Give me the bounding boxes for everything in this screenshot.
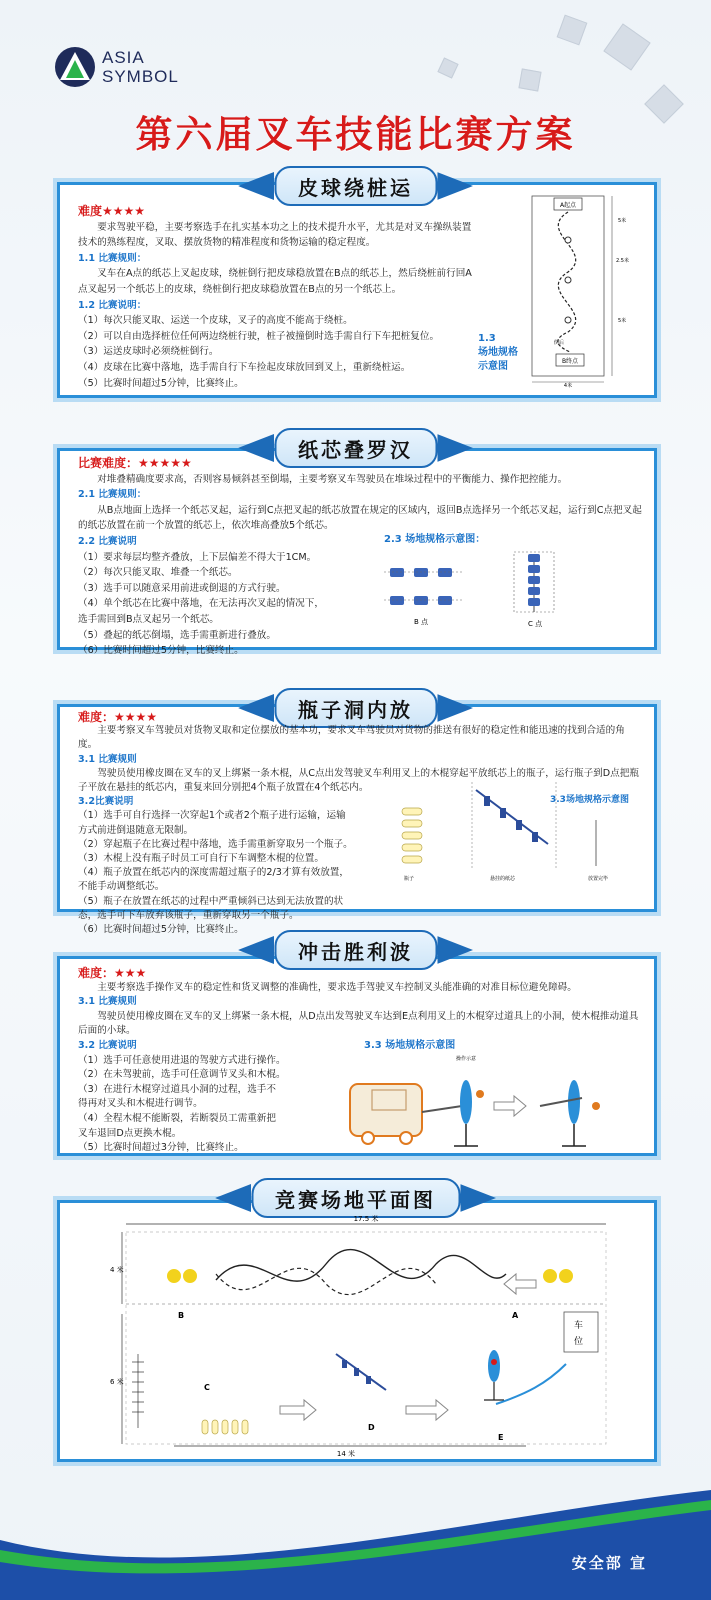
- rule-text: 从B点地面上选择一个纸芯叉起，运行到C点把叉起的纸芯放置在规定的区域内，返回B点选择另一个纸芯叉起，运行到C点把叉起的纸芯放置在前一个放置的纸芯上，依次堆高叠放5个纸芯。: [78, 504, 642, 532]
- slalom-field-diagram: [526, 192, 629, 389]
- point-a-label: A: [512, 1311, 519, 1320]
- rule-title: 3.1 比赛规则: [78, 753, 137, 765]
- section-1-text: [78, 204, 478, 391]
- diagram-caption: 2.3 场地规格示意图：: [384, 534, 486, 545]
- note-item: （2）在未驾驶前，选手可任意调节叉头和木棍。: [78, 1069, 286, 1081]
- bg-cube: [603, 23, 650, 70]
- note-item: （5）瓶子在放置在纸芯的过程中严重倾斜已达到无法放置的状: [78, 895, 344, 907]
- note-item: （3）在进行木棍穿过道具小洞的过程，选手不: [78, 1083, 276, 1095]
- done-label: 放置完毕: [588, 876, 609, 882]
- width-label: 4米: [563, 383, 573, 389]
- point-c-label: C: [204, 1383, 210, 1392]
- note-item: （5）比赛时间超过5分钟，比赛终止。: [78, 377, 244, 389]
- hanging-core-label: 悬挂的纸芯: [490, 876, 516, 882]
- height-label: 4 米: [110, 1266, 124, 1274]
- section-heading-1: [238, 164, 473, 208]
- logo-line1: ASIA: [102, 48, 145, 67]
- rule-text: 驾驶员使用橡皮圈在叉车的叉上绑紧一条木棍，从C点出发驾驶叉车利用叉上的木棍穿起平放纸芯上的瓶子，运行瓶子到D点把瓶子平放在悬挂的纸芯内，重复来回分别把4个瓶子放置在4个纸芯内。: [78, 767, 639, 794]
- bg-cube: [518, 68, 541, 91]
- parking-label: 位: [574, 1337, 584, 1347]
- length-label: 14 米: [336, 1450, 356, 1458]
- notes-title: 3.2 比赛说明: [78, 1039, 137, 1051]
- point-b-label: B终点: [561, 358, 579, 365]
- diagram-caption: [478, 332, 518, 374]
- footer-signature: 安全部 宣: [571, 1554, 647, 1572]
- note-item: （5）比赛时间超过3分钟，比赛终止。: [78, 1142, 244, 1154]
- notes-title: 2.2 比赛说明: [78, 535, 137, 547]
- intro-text: 对堆叠精确度要求高，否则容易倾斜甚至倒塌，主要考察叉车驾驶员在堆垛过程中的平衡能力、操作把控能力。: [97, 473, 568, 485]
- note-item: （3）木棍上没有瓶子时员工可自行下车调整木棍的位置。: [78, 853, 324, 865]
- notes-title: 1.2 比赛说明：: [78, 299, 147, 311]
- note-item: （1）选手可自行选择一次穿起1个或者2个瓶子进行运输，运输: [78, 810, 346, 822]
- point-a-label: A起点: [559, 202, 577, 209]
- note-item: （1）每次只能叉取、运送一个皮球，叉子的高度不能高于绕桩。: [78, 315, 353, 327]
- section-heading-text: 皮球绕桩运: [274, 166, 437, 206]
- rule-text: 驾驶员使用橡皮圈在叉车的叉上绑紧一条木棍，从D点出发驾驶叉车达到E点利用叉上的木棍穿过道具上的小洞，使木棍推动道具后面的小球。: [78, 1010, 639, 1037]
- rule-text: 叉车在A点的纸芯上叉起皮球，绕桩倒行把皮球稳放置在B点的纸芯上，然后绕桩前行回A点叉起另一个纸芯上的皮球，绕桩倒行把皮球稳放置在B点的另一个纸芯上。: [78, 268, 472, 295]
- difficulty-label: 难度★★★★: [78, 204, 146, 218]
- site-plan-diagram: [66, 1214, 650, 1460]
- note-item: （5）叠起的纸芯倒塌，选手需重新进行叠放。: [78, 629, 276, 641]
- section-heading-text: 竞赛场地平面图: [251, 1178, 460, 1218]
- distance-label: 5米: [618, 318, 627, 324]
- distance-label: 2.5米: [616, 258, 629, 264]
- diagram-caption: 3.3 场地规格示意图: [364, 1040, 456, 1051]
- triangle-logo-icon: [54, 46, 96, 88]
- difficulty-label: 难度：★★★★: [78, 710, 158, 724]
- note-item: （4）皮球在比赛中落地，选手需自行下车捡起皮球放回到叉上，重新绕桩运。: [78, 361, 411, 373]
- page-title: 第六届叉车技能比赛方案: [135, 113, 576, 156]
- note-item: （6）比赛时间超过5分钟，比赛终止。: [78, 645, 244, 657]
- side-label: 倒后: [554, 340, 565, 346]
- width-label: 17.5 米: [353, 1215, 379, 1223]
- intro-text: 主要考察选手操作叉车的稳定性和货叉调整的准确性，要求选手驾驶叉车控制叉头能准确的对准目标位避免障碍。: [97, 981, 577, 993]
- intro-text: 主要考察叉车驾驶员对货物叉取和定位摆放的基本功，要求叉车驾驶员对货物的推送有很好的稳定性和能迅速的找到合适的角度。: [78, 725, 625, 751]
- note-item: （3）选手可以随意采用前进或倒退的方式行驶。: [78, 582, 286, 594]
- company-logo: [54, 46, 179, 88]
- caption-line: 1.3: [478, 333, 496, 344]
- section-heading-text: 纸芯叠罗汉: [274, 428, 437, 468]
- note-item: （4）瓶子放置在纸芯内的深度需超过瓶子的2/3才算有效放置，: [78, 867, 349, 879]
- bottom-swoosh: [0, 1480, 711, 1600]
- rule-title: 3.1 比赛规则: [78, 996, 137, 1008]
- notes-title: 3.2比赛说明: [78, 796, 134, 808]
- rule-title: 1.1 比赛规则：: [78, 252, 147, 264]
- distance-label: 5米: [618, 218, 627, 224]
- note-item: （6）比赛时间超过5分钟，比赛终止。: [78, 924, 244, 936]
- note-item: （4）单个纸芯在比赛中落地，在无法再次叉起的情况下，: [78, 598, 324, 610]
- note-item: 方式前进倒退随意无限制。: [78, 824, 194, 836]
- note-item: （2）穿起瓶子在比赛过程中落地，选手需重新穿取另一个瓶子。: [78, 838, 353, 850]
- point-b-label: B 点: [414, 618, 429, 626]
- point-d-label: D: [368, 1423, 375, 1432]
- point-c-label: C 点: [528, 620, 543, 628]
- section-heading-text: 瓶子洞内放: [274, 688, 437, 728]
- caption-line: 场地规格: [478, 347, 518, 358]
- point-b-label: B: [178, 1311, 185, 1320]
- note-item: （2）可以自由选择桩位任何两边绕桩行驶，桩子被撞倒时选手需自行下车把桩复位。: [78, 330, 440, 342]
- caption-line: 示意图: [478, 361, 508, 372]
- bg-cube: [437, 57, 458, 78]
- parking-label: 车: [574, 1321, 584, 1331]
- note-item: （3）运送皮球时必须绕桩倒行。: [78, 346, 219, 358]
- wave-field-diagram: [344, 1054, 644, 1150]
- note-item: （1）选手可任意使用进退的驾驶方式进行操作。: [78, 1054, 286, 1066]
- note-item: 叉车退回D点更换木棍。: [78, 1127, 182, 1139]
- bottle-label: 瓶子: [404, 876, 415, 882]
- note-item: （2）每次只能叉取、堆叠一个纸芯。: [78, 567, 238, 579]
- note-item: 得再对叉头和木棍进行调节。: [78, 1098, 203, 1110]
- intro-text: 要求驾驶平稳，主要考察选手在扎实基本功之上的技术提升水平，尤其是对叉车操纵装置技术的熟练程度，叉取、摆放货物的精准程度和货物运输的稳定程度。: [78, 221, 472, 249]
- note-item: （4）全程木棍不能断裂，若断裂员工需重新把: [78, 1112, 276, 1124]
- bg-cube: [557, 15, 588, 46]
- section-heading-text: 冲击胜利波: [274, 930, 437, 970]
- height-label: 6 米: [110, 1378, 124, 1386]
- difficulty-label: 难度：★★★: [78, 966, 147, 980]
- rule-title: 2.1 比赛规则：: [78, 489, 147, 501]
- note-item: 态，选手可下车放弃该瓶子，重新穿取另一个瓶子。: [78, 909, 299, 921]
- diagram-caption: 3.3场地规格示意图: [550, 795, 629, 805]
- note-item: 不能手动调整纸芯。: [78, 881, 165, 893]
- diagram-note: 操作示意: [456, 1056, 477, 1062]
- note-item: （1）要求每层均整齐叠放，上下层偏差不得大于1CM。: [78, 551, 317, 563]
- point-e-label: E: [498, 1433, 504, 1442]
- bottle-field-diagram: [396, 780, 646, 890]
- stacking-field-diagram: [384, 546, 584, 636]
- difficulty-label: 比赛难度：★★★★★: [78, 456, 192, 470]
- logo-line2: SYMBOL: [102, 67, 179, 86]
- note-item: 选手需回到B点叉起另一个纸芯。: [78, 613, 219, 625]
